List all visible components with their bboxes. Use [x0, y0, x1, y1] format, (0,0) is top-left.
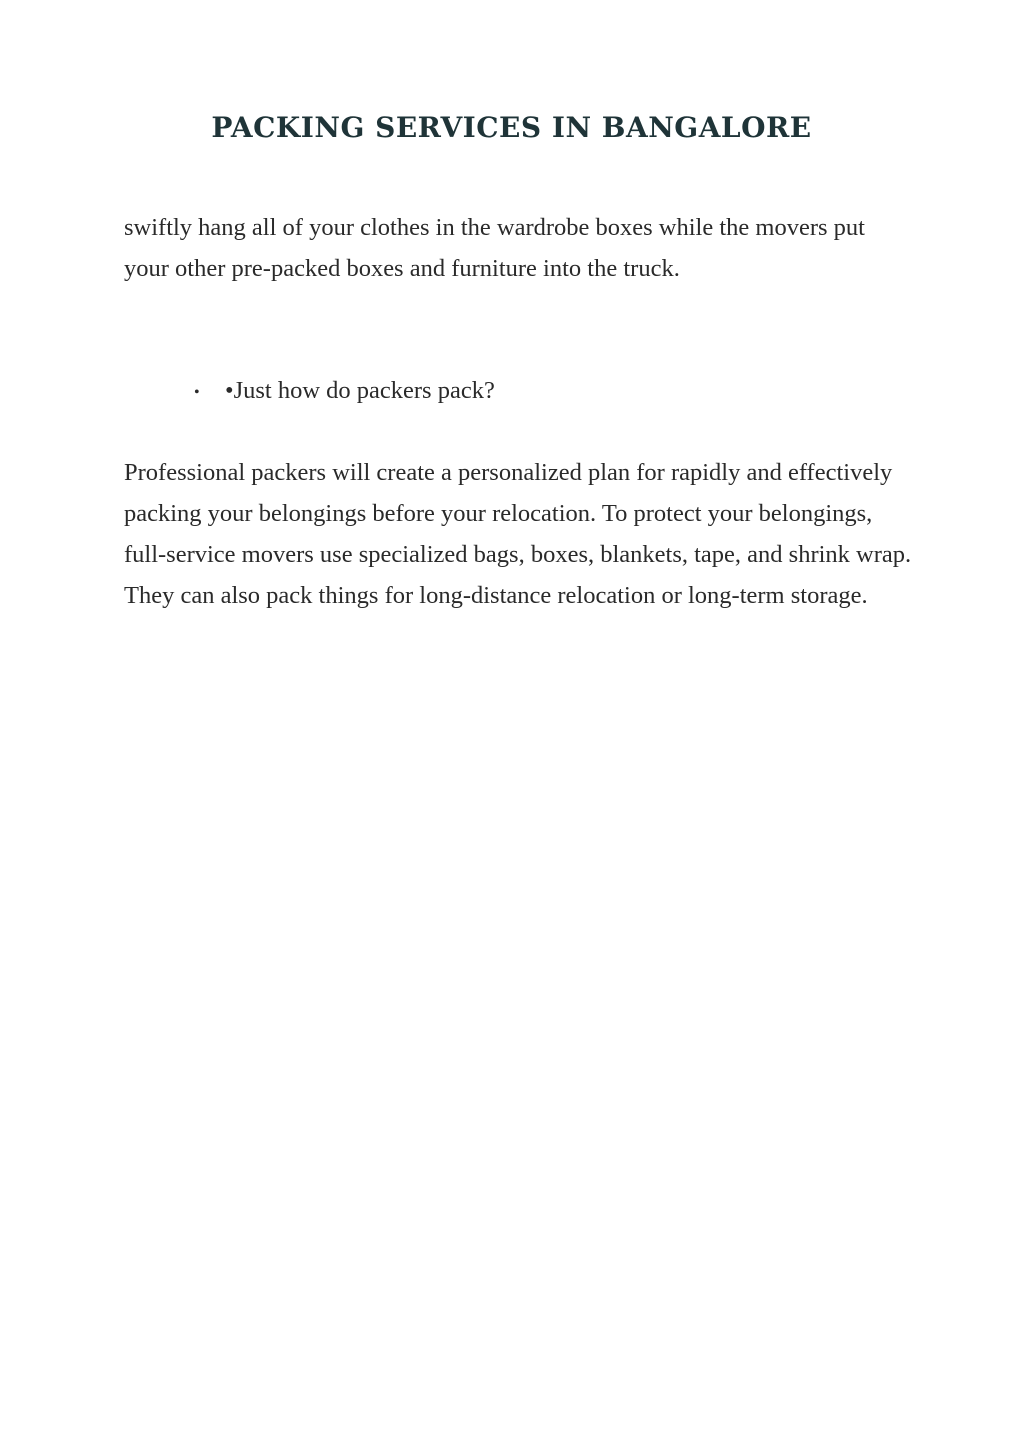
bullet-list — [124, 370, 914, 411]
bullet-icon: • — [194, 384, 200, 401]
page-title: PACKING SERVICES IN BANGALORE — [211, 111, 812, 144]
list-item-text: •Just how do packers pack? — [225, 377, 495, 404]
list-item — [124, 370, 914, 411]
paragraph-body: Professional packers will create a personalized plan for rapidly and effectively packing your belongings before your relocation. To protect your belongings, full-service movers use specialized bags, boxes, blankets, tape, and shrink wrap. They can also pack things for long-distance relocation or long-term storage. — [124, 459, 912, 609]
paragraph-intro: swiftly hang all of your clothes in the wardrobe boxes while the movers put your other pre-packed boxes and furniture into the truck. — [124, 214, 865, 282]
